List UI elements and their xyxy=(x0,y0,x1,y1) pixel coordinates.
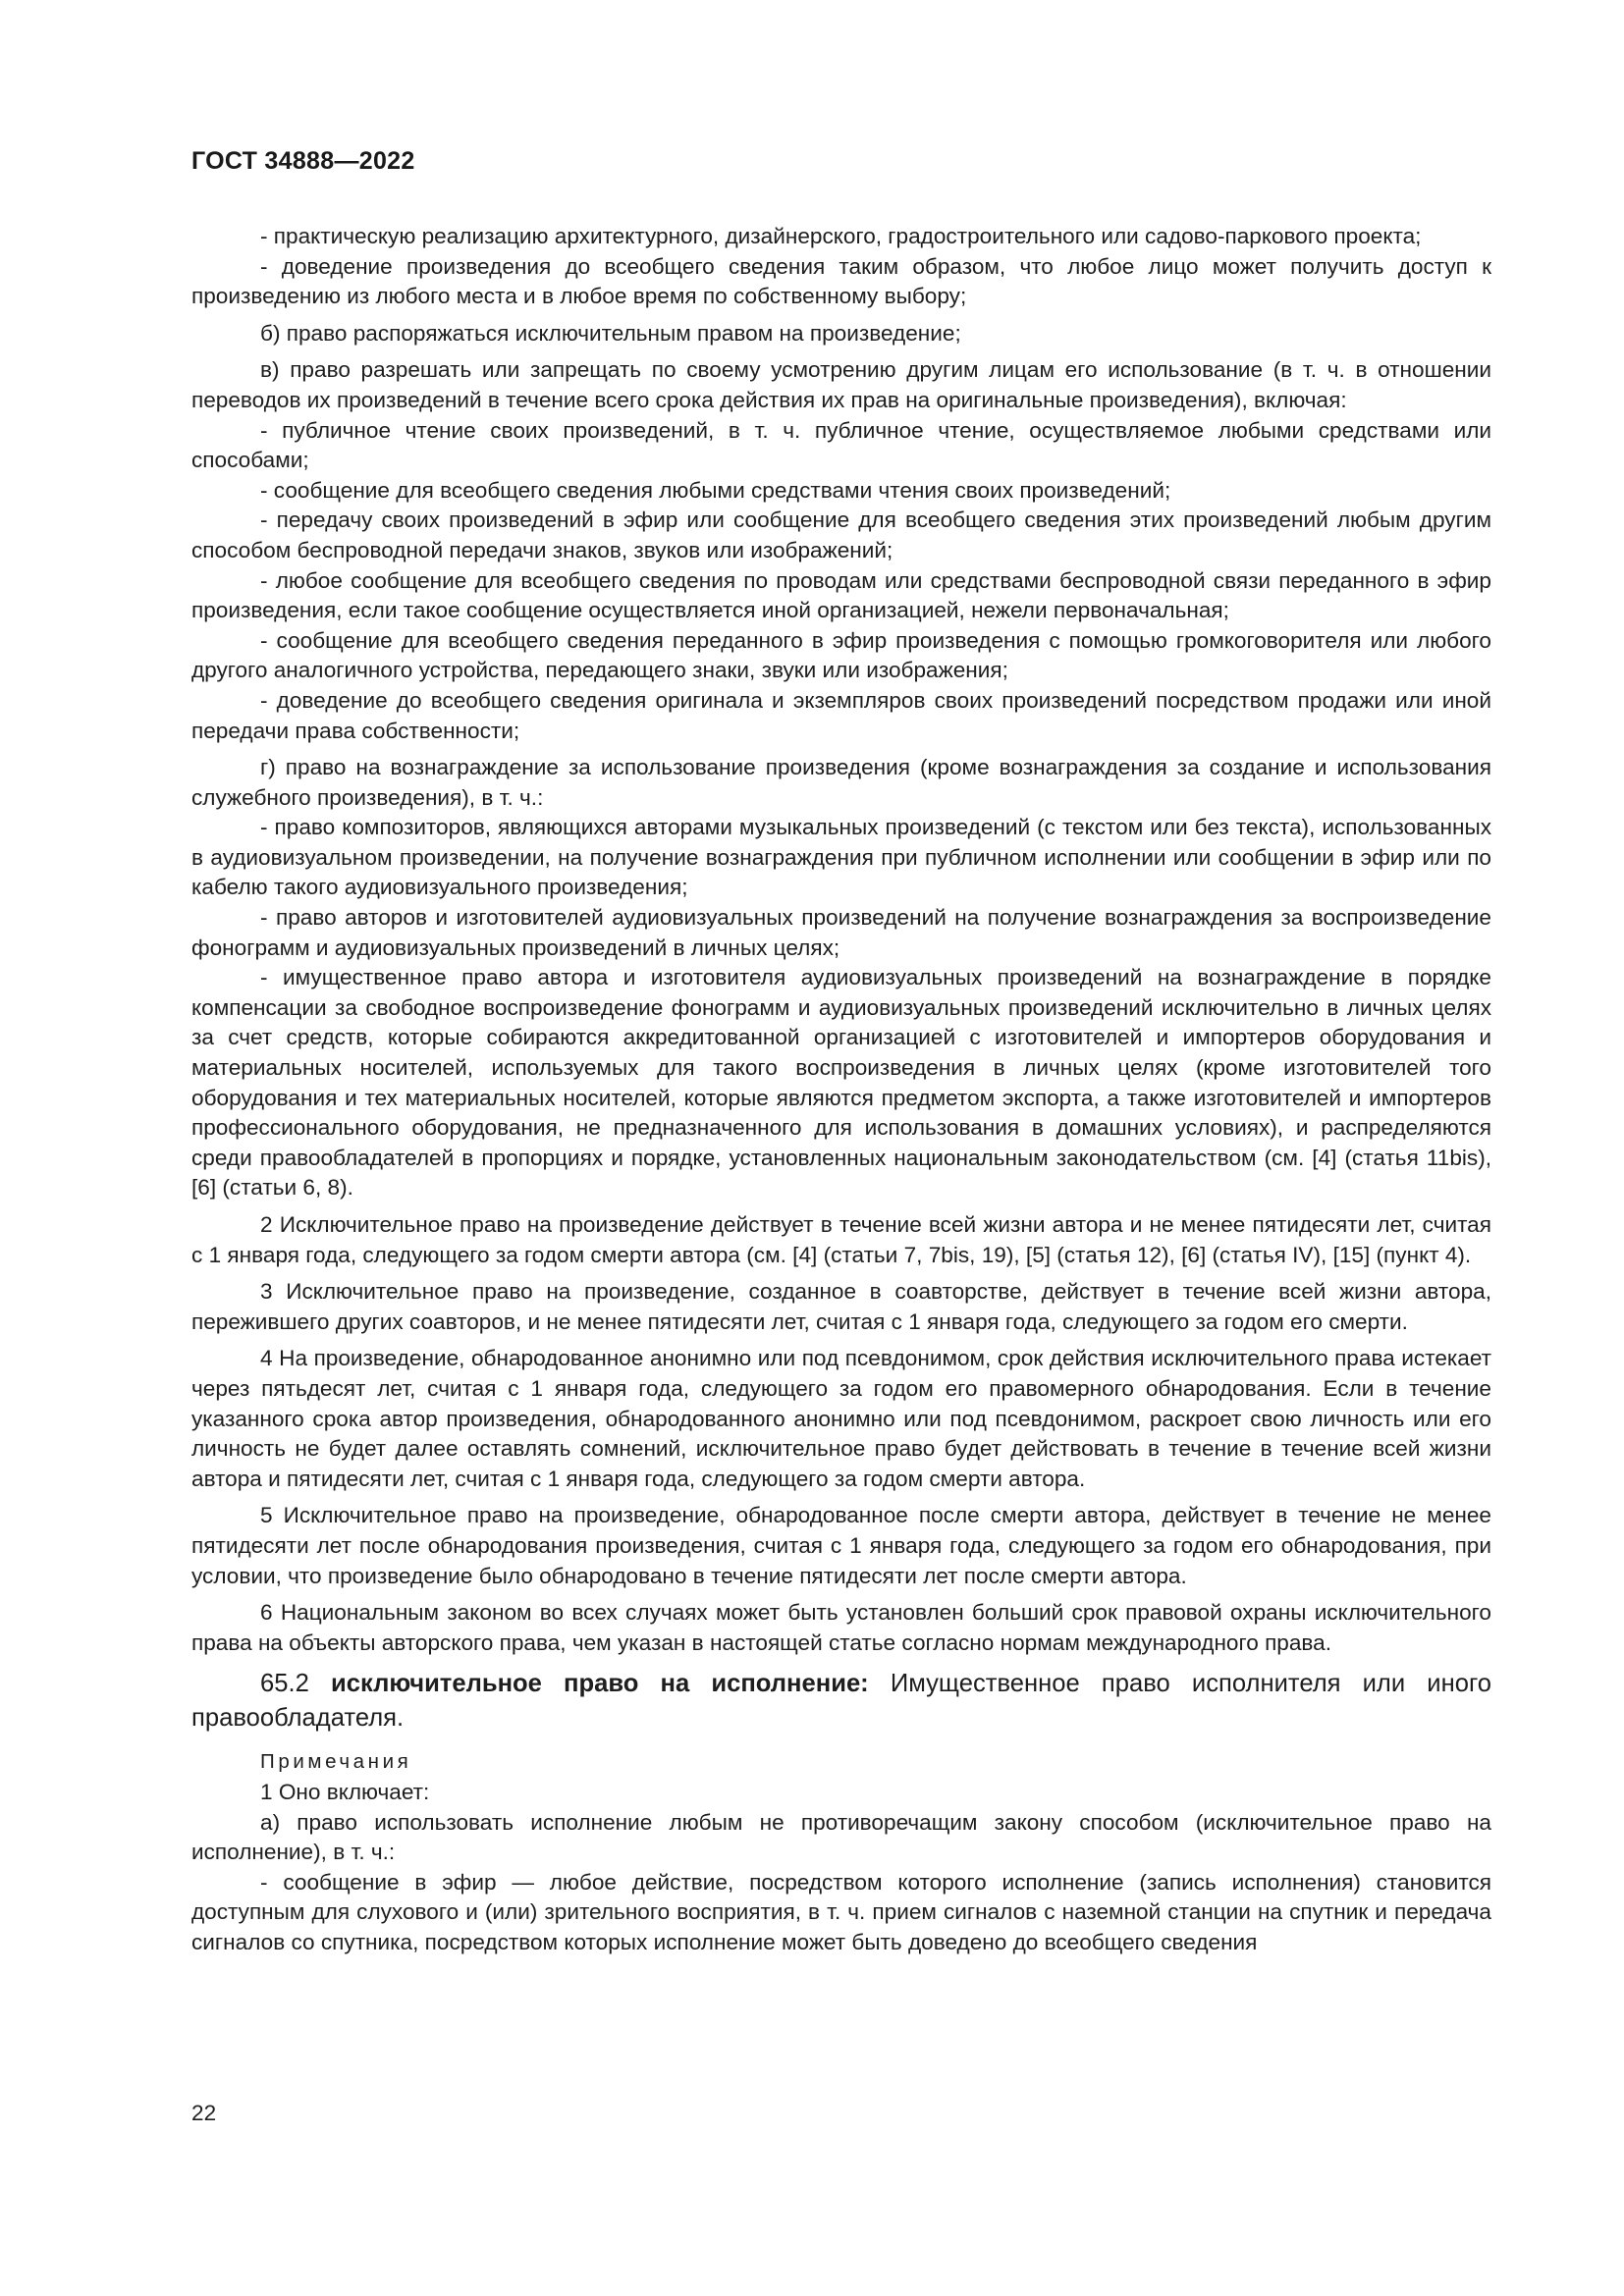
body-paragraph: - право авторов и изготовителей аудиовизуальных произведений на получение вознаграждения за воспроизведение фонограмм и аудиовизуальных произведений в личных целях; xyxy=(191,905,1491,960)
term-definition xyxy=(191,1667,1491,1735)
body-paragraph: 5 Исключительное право на произведение, обнародованное после смерти автора, действует в течение не менее пятидесяти лет после обнародования произведения, считая с 1 января года, следующего за годом его обнародования, при условии, что произведение было обнародовано в течение пятидесяти лет после смерти автора. xyxy=(191,1503,1491,1588)
body-paragraph: - передачу своих произведений в эфир или сообщение для всеобщего сведения этих произведений любым другим способом беспроводной передачи знаков, звуков или изображений; xyxy=(191,507,1491,562)
document-header: ГОСТ 34888—2022 xyxy=(191,147,415,175)
notes-heading: Примечания xyxy=(260,1750,412,1774)
body-paragraph: - доведение произведения до всеобщего сведения таким образом, что любое лицо может получить доступ к произведению из любого места и в любое время по собственному выбору; xyxy=(191,253,1491,309)
note-item: - сообщение в эфир — любое действие, посредством которого исполнение (запись исполнения) становится доступным для слухового и (или) зрительного восприятия, в т. ч. прием сигналов с наземной станции на спутник и передача сигналов со спутника, посредством которых исполнение может быть доведено до всеобщего сведения xyxy=(191,1869,1491,1954)
term-number: 65.2 xyxy=(260,1670,309,1698)
body-paragraph: - любое сообщение для всеобщего сведения по проводам или средствами беспроводной связи переданного в эфир произведения, если такое сообщение осуществляется иной организацией, нежели первоначальная; xyxy=(191,567,1491,623)
body-paragraph: - сообщение для всеобщего сведения любыми средствами чтения своих произведений; xyxy=(260,477,1171,503)
document-body xyxy=(191,222,1491,1957)
body-paragraph: - публичное чтение своих произведений, в т. ч. публичное чтение, осуществляемое любыми средствами или способами; xyxy=(191,417,1491,473)
body-paragraph: - сообщение для всеобщего сведения переданного в эфир произведения с помощью громкоговорителя или любого другого аналогичного устройства, передающего знаки, звуки или изображения; xyxy=(191,627,1491,683)
note-item: 1 Оно включает: xyxy=(260,1779,430,1804)
body-paragraph: - практическую реализацию архитектурного, дизайнерского, градостроительного или садово-паркового проекта; xyxy=(260,224,1422,248)
body-paragraph: 6 Национальным законом во всех случаях может быть установлен больший срок правовой охраны исключительного права на объекты авторского права, чем указан в настоящей статье согласно нормам международного права. xyxy=(191,1600,1491,1655)
body-paragraph: 4 На произведение, обнародованное анонимно или под псевдонимом, срок действия исключительного права истекает через пятьдесят лет, считая с 1 января года, следующего за годом его правомерного обнародования. Если в течение указанного срока автор произведения, обнародованного анонимно или под псевдонимом, раскроет свою личность или его личность не будет далее оставлять сомнений, исключительное право будет действовать в течение в течение всей жизни автора и пятидесяти лет, считая с 1 января года, следующего за годом смерти автора. xyxy=(191,1346,1491,1491)
page-number: 22 xyxy=(191,2101,217,2125)
body-paragraph: 2 Исключительное право на произведение действует в течение всей жизни автора и не менее пятидесяти лет, считая с 1 января года, следующего за годом смерти автора (см. [4] (статьи 7, 7bis, 19), [5] (статья 12), [6] (статья IV), [15] (пункт 4). xyxy=(191,1212,1491,1267)
body-paragraph: - имущественное право автора и изготовителя аудиовизуальных произведений на вознаграждение в порядке компенсации за свободное воспроизведение фонограмм и аудиовизуальных произведений исключительно в личных целях за счет средств, которые собираются аккредитованной организацией с изготовителей и импортеров оборудования и материальных носителей, используемых для такого воспроизведения в личных целях (кроме изготовителей того оборудования и тех материальных носителей, которые являются предметом экспорта, а также изготовителей и импортеров профессионального оборудования, не предназначенного для использования в домашних условиях), и распределяются среди правообладателей в пропорциях и порядке, установленных национальным законодательством (см. [4] (статья 11bis), [6] (статьи 6, 8). xyxy=(191,965,1491,1201)
note-item: а) право использовать исполнение любым не противоречащим закону способом (исключительное право на исполнение), в т. ч.: xyxy=(191,1809,1491,1865)
body-paragraph: - доведение до всеобщего сведения оригинала и экземпляров своих произведений посредством продажи или иной передачи права собственности; xyxy=(191,687,1491,743)
body-paragraph: б) право распоряжаться исключительным правом на произведение; xyxy=(260,320,961,346)
body-paragraph: г) право на вознаграждение за использование произведения (кроме вознаграждения за создание и использования служебного произведения), в т. ч.: xyxy=(191,755,1491,810)
body-paragraph: 3 Исключительное право на произведение, созданное в соавторстве, действует в течение всей жизни автора, пережившего других соавторов, и не менее пятидесяти лет, считая с 1 января года, следующего за годом его смерти. xyxy=(191,1279,1491,1334)
body-paragraph: в) право разрешать или запрещать по своему усмотрению другим лицам его использование (в т. ч. в отношении переводов их произведений в течение всего срока действия их прав на оригинальные произведения), включая: xyxy=(191,357,1491,412)
term-title: исключительное право на исполнение: xyxy=(330,1670,869,1698)
body-paragraph: - право композиторов, являющихся авторами музыкальных произведений (с текстом или без текста), использованных в аудиовизуальном произведении, на получение вознаграждения при публичном исполнении или сообщении в эфир или по кабелю такого аудиовизуального произведения; xyxy=(191,815,1491,900)
term-text: Имущественное право исполнителя или иного правообладателя. xyxy=(191,1670,1491,1733)
